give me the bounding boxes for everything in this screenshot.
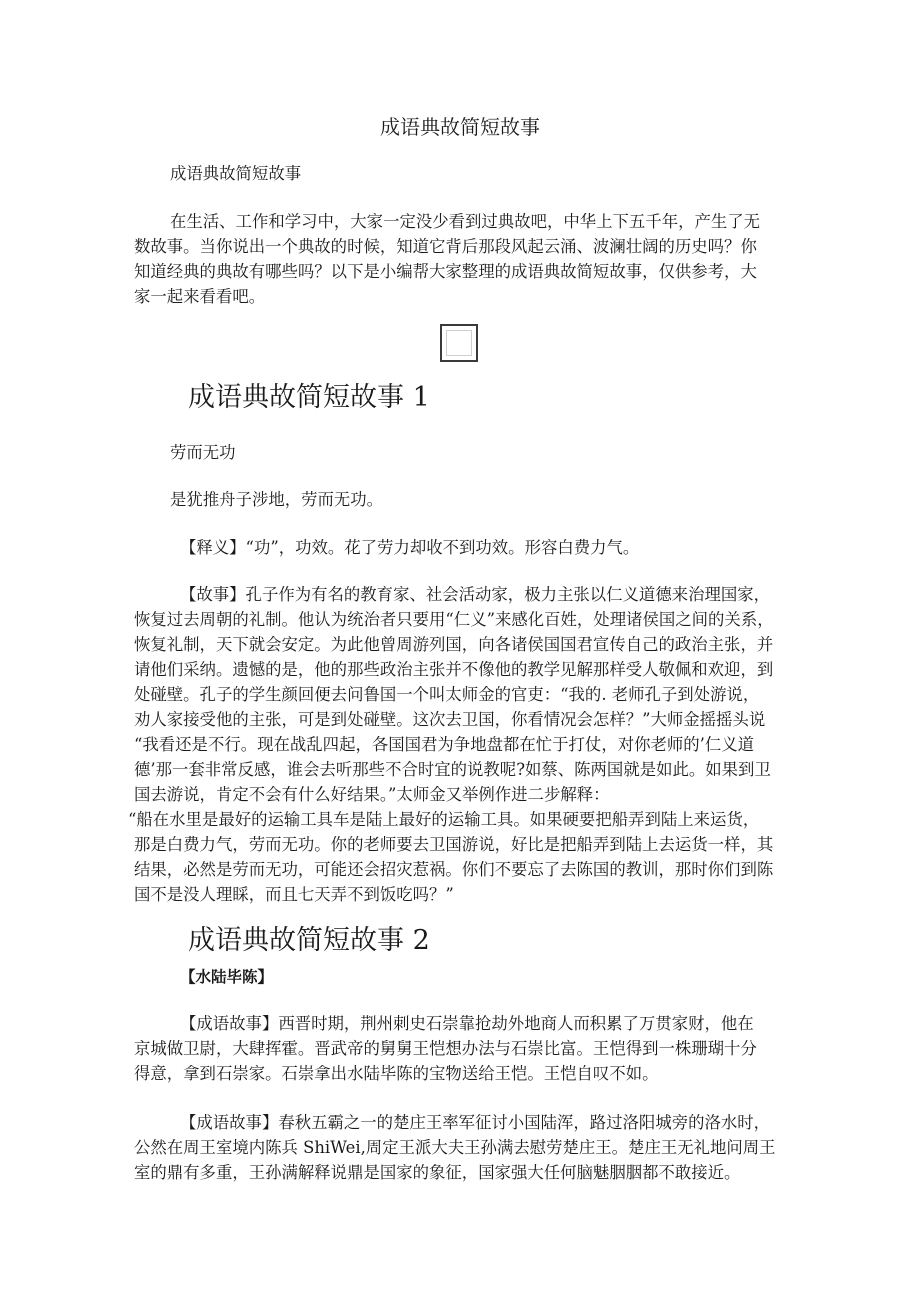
section1-story-line-8: 德’那一套非常反感，谁会去听那些不合时宜的说教呢?如蔡、陈两国就是如此。如果到卫 [134,760,771,779]
section2-story1-line-3: 得意，拿到石崇家。石崇拿出水陆毕陈的宝物送给王恺。王恺自叹不如。 [134,1064,659,1083]
section1-story-line-2: 恢复过去周朝的礼制。他认为统治者只要用“仁义”来感化百姓，处理诸侯国之间的关系， [134,610,774,629]
section1-story-line-4: 请他们采纳。遗憾的是，他的那些政治主张并不像他的教学见解那样受人敬佩和欢迎，到 [134,660,774,679]
section2-story2-line-3: 室的鼎有多重，王孙满解释说鼎是国家的象征，国家强大任何脑魅胭胭都不敢接近。 [134,1163,741,1182]
section2-story2-line-2: 公然在周王室境内陈兵 ShiWei,周定王派大夫王孙满去慰劳楚庄王。楚庄王无礼地问周王 [134,1138,776,1157]
section1-story-line-12: 结果，必然是劳而无功，可能还会招灾惹祸。你们不要忘了去陈国的教训，那时你们到陈 [134,860,774,879]
intro-line-2: 数故事。当你说出一个典故的时候，知道它背后那段风起云涌、波澜壮阔的历史吗？你 [134,237,757,256]
section1-story-line-6: 劝人家接受他的主张，可是到处碰壁。这次去卫国，你看情况会怎样？”大师金摇摇头说 [134,710,766,729]
section2-story1-line-2: 京城做卫尉，大肆挥霍。晋武帝的舅舅王恺想办法与石崇比富。王恺得到一株珊瑚十分 [134,1039,757,1058]
section1-story-line-10: “船在水里是最好的运输工具车是陆上最好的运输工具。如果硬要把船弄到陆上来运货， [128,810,760,829]
intro-line-4: 家一起来看看吧。 [134,287,266,306]
image-placeholder-icon [440,324,478,362]
section1-heading: 成语典故简短故事 1 [188,382,430,413]
intro-line-1: 在生活、工作和学习中，大家一定没少看到过典故吧，中华上下五千年，产生了无 [170,212,761,231]
section1-story-line-9: 国去游说，肯定不会有什么好结果。”太师金又举例作进二步解释： [134,785,610,804]
document-title: 成语典故简短故事 [380,115,540,139]
section1-story-line-11: 那是白费力气，劳而无功。你的老师要去卫国游说，好比是把船弄到陆上去运货一样，其 [134,835,774,854]
section1-story-line-5: 处碰壁。孔子的学生颜回便去问鲁国一个叫太师金的官吏：“我的. 老师孔子到处游说， [134,685,760,704]
section1-meaning: 【释义】“功”，功效。花了劳力却收不到功效。形容白费力气。 [180,538,640,557]
section1-idiom: 劳而无功 [170,443,236,462]
section1-story-line-7: “我看还是不行。现在战乱四起，各国国君为争地盘都在忙于打仗，对你老师的’仁义道 [134,735,755,754]
section1-story-line-3: 恢复礼制，天下就会安定。为此他曾周游列国，向各诸侯国国君宣传自己的政治主张，并 [134,635,774,654]
section1-story-line-13: 国不是没人理睬，而且七天弄不到饭吃吗？” [134,885,454,904]
subtitle: 成语典故简短故事 [170,164,302,183]
intro-line-3: 知道经典的典故有哪些吗？以下是小编帮大家整理的成语典故简短故事，仅供参考，大 [134,262,757,281]
section1-source: 是犹推舟子涉地，劳而无功。 [170,490,384,509]
section2-idiom: 【水陆毕陈】 [180,968,274,986]
section2-heading: 成语典故简短故事 2 [188,925,430,956]
section2-story1-line-1: 【成语故事】西晋时期，荆州刺史石崇靠抢劫外地商人而积累了万贯家财，他在 [180,1014,754,1033]
section2-story2-line-1: 【成语故事】春秋五霸之一的楚庄王率军征讨小国陆浑，路过洛阳城旁的洛水时， [180,1113,771,1132]
section1-story-line-1: 【故事】孔子作为有名的教育家、社会活动家，极力主张以仁义道德来治理国家， [180,585,771,604]
